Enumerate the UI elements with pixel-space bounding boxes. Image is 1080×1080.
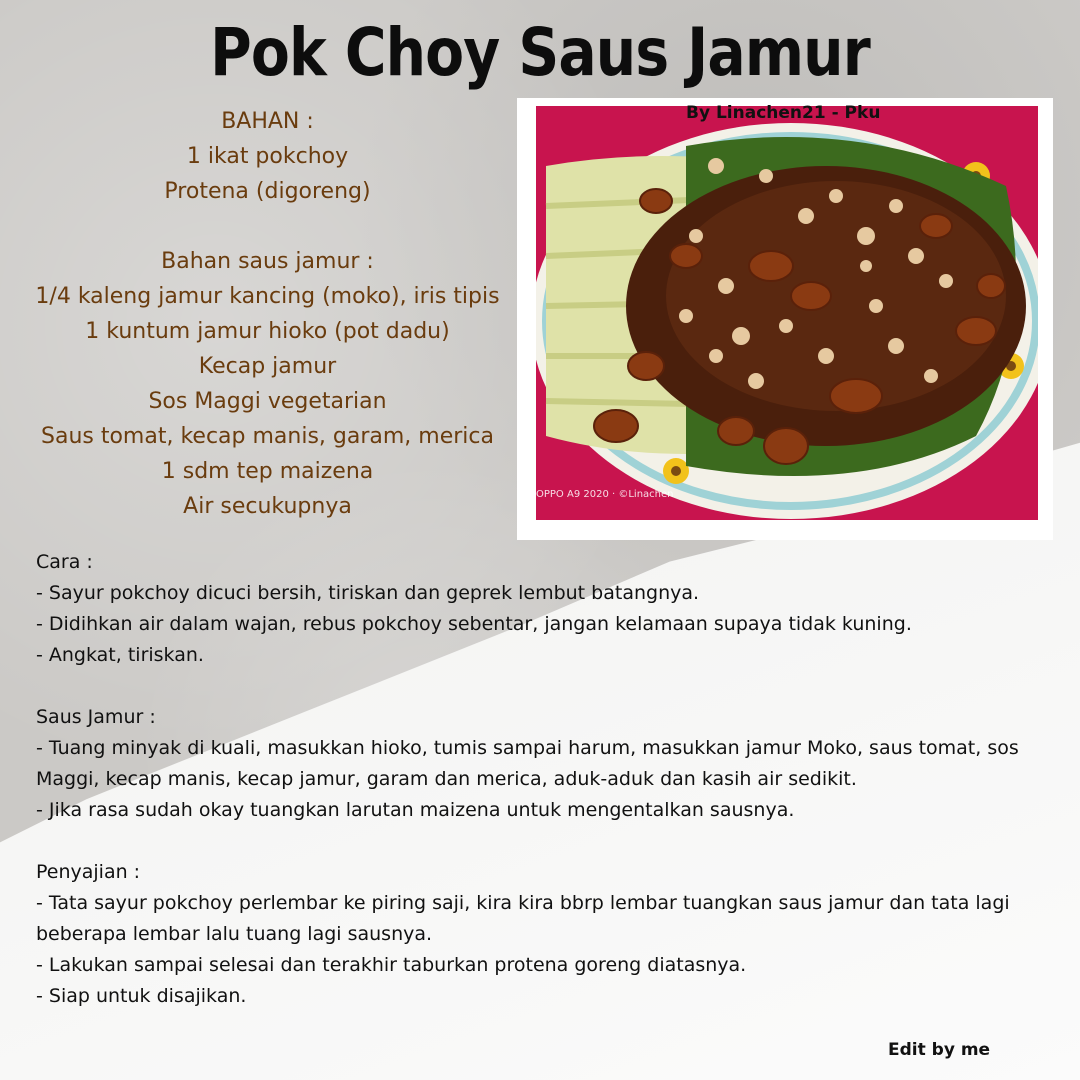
spacer	[36, 826, 1066, 857]
cara-step: - Didihkan air dalam wajan, rebus pokchoy sebentar, jangan kelamaan supaya tidak kuning.	[36, 613, 912, 635]
saus-step: - Jika rasa sudah okay tuangkan larutan maizena untuk mengentalkan sausnya.	[36, 799, 795, 821]
penyajian-heading: Penyajian :	[36, 861, 141, 883]
ingredients-list	[0, 104, 535, 524]
sauce-ingredients-heading: Bahan saus jamur :	[161, 249, 374, 274]
ingredients-heading: BAHAN :	[221, 109, 314, 134]
penyajian-step: - Tata sayur pokchoy perlembar ke piring saji, kira kira bbrp lembar tuangkan saus jamur dan tata lagi beberapa lembar lalu tuang lagi sausnya.	[36, 892, 1010, 945]
sauce-ingredient-item: Kecap jamur	[198, 354, 337, 379]
dish-illustration	[536, 106, 1038, 520]
recipe-title: Pok Choy Saus Jamur	[210, 14, 870, 91]
penyajian-step: - Lakukan sampai selesai dan terakhir taburkan protena goreng diatasnya.	[36, 954, 747, 976]
method-section	[36, 547, 1066, 1012]
dish-photo	[536, 106, 1038, 520]
sauce-ingredient-item: 1 kuntum jamur hioko (pot dadu)	[85, 319, 450, 344]
photo-watermark: OPPO A9 2020 · ©Linachen	[536, 489, 674, 500]
cara-heading: Cara :	[36, 551, 93, 573]
saus-step: - Tuang minyak di kuali, masukkan hioko, tumis sampai harum, masukkan jamur Moko, saus tomat, sos Maggi, kecap manis, kecap jamur, garam dan merica, aduk-aduk dan kasih air sedikit.	[36, 737, 1019, 790]
sauce-ingredient-item: 1 sdm tep maizena	[161, 459, 374, 484]
ingredient-item: Protena (digoreng)	[164, 179, 371, 204]
cara-step: - Sayur pokchoy dicuci bersih, tiriskan dan geprek lembut batangnya.	[36, 582, 700, 604]
sauce-ingredient-item: Air secukupnya	[183, 494, 352, 519]
ingredient-item: 1 ikat pokchoy	[186, 144, 349, 169]
saus-heading: Saus Jamur :	[36, 706, 156, 728]
sauce-ingredient-item: 1/4 kaleng jamur kancing (moko), iris tipis	[35, 284, 500, 309]
cara-step: - Angkat, tiriskan.	[36, 644, 204, 666]
sauce-ingredient-item: Sos Maggi vegetarian	[148, 389, 387, 414]
photo-credit: By Linachen21 - Pku	[686, 103, 881, 123]
sauce-ingredient-item: Saus tomat, kecap manis, garam, merica	[41, 424, 494, 449]
penyajian-step: - Siap untuk disajikan.	[36, 985, 247, 1007]
edit-credit: Edit by me	[888, 1040, 991, 1060]
spacer	[0, 209, 535, 244]
spacer	[36, 671, 1066, 702]
